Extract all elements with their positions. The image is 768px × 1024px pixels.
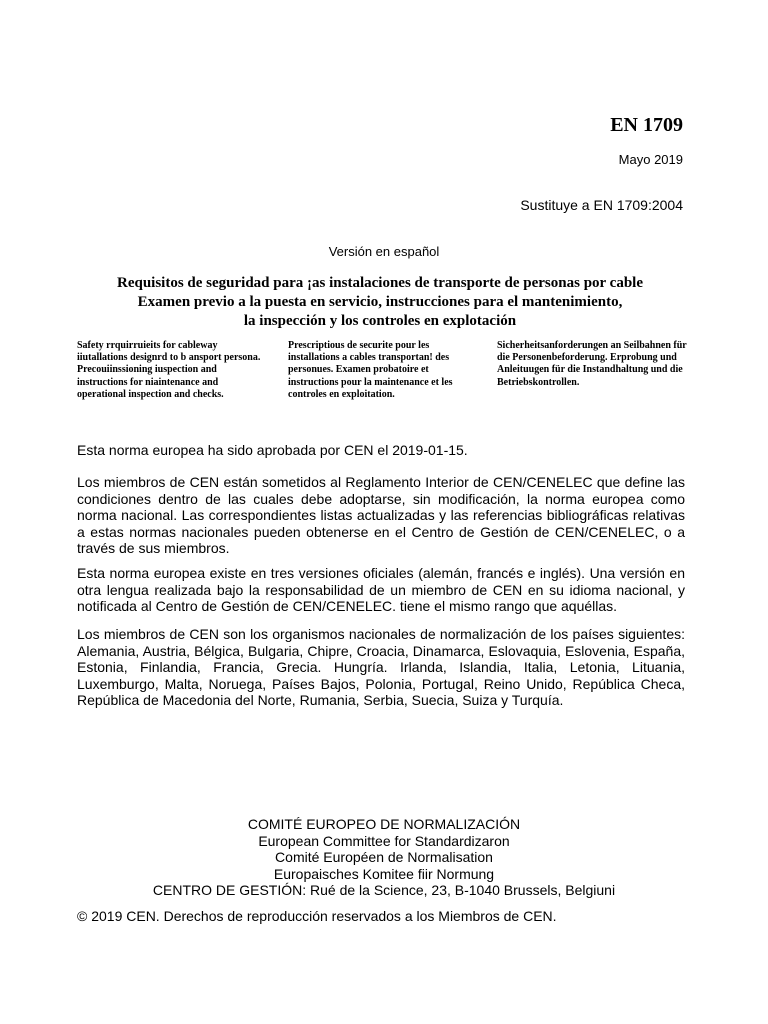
document-title bbox=[60, 274, 700, 331]
committee-name-es: COMITÉ EUROPEO DE NORMALIZACIÓN bbox=[247, 816, 521, 832]
committee-address: CENTRO DE GESTIÓN: Rué de la Science, 23, B-1040 Brussels, Belgiuni bbox=[152, 882, 616, 898]
title-line-1: Requisitos de seguridad para ¡as instalaciones de transporte de personas por cable bbox=[117, 275, 643, 291]
title-line-3: la inspección y los controles en explotación bbox=[243, 313, 517, 329]
committee-name-fr: Comité Européen de Normalisation bbox=[275, 849, 493, 865]
members-paragraph: Los miembros de CEN están sometidos al Reglamento Interior de CEN/CENELEC que define las condiciones dentro de las cuales debe adoptarse, sin modificación, la norma europea como norma nacional. Las correspondientes listas actualizadas y las referencias bibliográficas relativas a estas normas nacionales pueden obtenerse en el Centro de Gestión de CEN/CENELEC, o a través de sus miembros. bbox=[77, 474, 685, 556]
version-language: Versión en español bbox=[328, 244, 440, 259]
copyright-notice: © 2019 CEN. Derechos de reproducción reservados a los Miembros de CEN. bbox=[77, 908, 557, 924]
countries-paragraph: Los miembros de CEN son los organismos nacionales de normalización de los países siguientes: Alemania, Austria, Bélgica, Bulgaria, Chipre, Croacia, Dinamarca, Eslovaquia, Eslovenia, España, Estonia, Finlandia, Francia, Grecia. Hungría. Irlanda, Islandia, Italia, Letonia, Lituania, Luxemburgo, Malta, Noruega, Países Bajos, Polonia, Portugal, Reino Unido, República Checa, República de Macedonia del Norte, Rumania, Serbia, Suecia, Suiza y Turquía. bbox=[77, 626, 685, 708]
standard-number: EN 1709 bbox=[610, 114, 683, 136]
approval-paragraph: Esta norma europea ha sido aprobada por CEN el 2019-01-15. bbox=[77, 442, 468, 458]
title-english: Safety rrquirruieits for cableway iiutallations designrd to b ansport persona. Precouiinssioning iuspection and instructions for niaintenance and operational inspection and checks. bbox=[77, 340, 261, 400]
publication-date: Mayo 2019 bbox=[618, 152, 683, 167]
committee-block bbox=[0, 816, 768, 899]
committee-name-de: Europaisches Komitee fiir Normung bbox=[273, 865, 495, 882]
title-german: Sicherheitsanforderungen an Seilbahnen für die Personenbeforderung. Erprobung und Anleituugen für die Instandhaltung und die Betriebskontrollen. bbox=[497, 340, 687, 388]
title-french: Prescriptious de securite pour les installations a cables transportan! des personues. Examen probatoire et instructions pour la maintenance et les controles en exploitation. bbox=[288, 340, 453, 400]
versions-paragraph: Esta norma europea existe en tres versiones oficiales (alemán, francés e inglés). Una versión en otra lengua realizada bajo la responsabilidad de un miembro de CEN en su idioma nacional, y notificada al Centro de Gestión de CEN/CENELEC. tiene el mismo rango que aquéllas. bbox=[77, 565, 685, 614]
title-line-2: Examen previo a la puesta en servicio, instrucciones para el mantenimiento, bbox=[137, 294, 623, 310]
committee-name-en: European Committee for Standardizaron bbox=[258, 832, 510, 849]
supersedes-note: Sustituye a EN 1709:2004 bbox=[520, 197, 683, 213]
